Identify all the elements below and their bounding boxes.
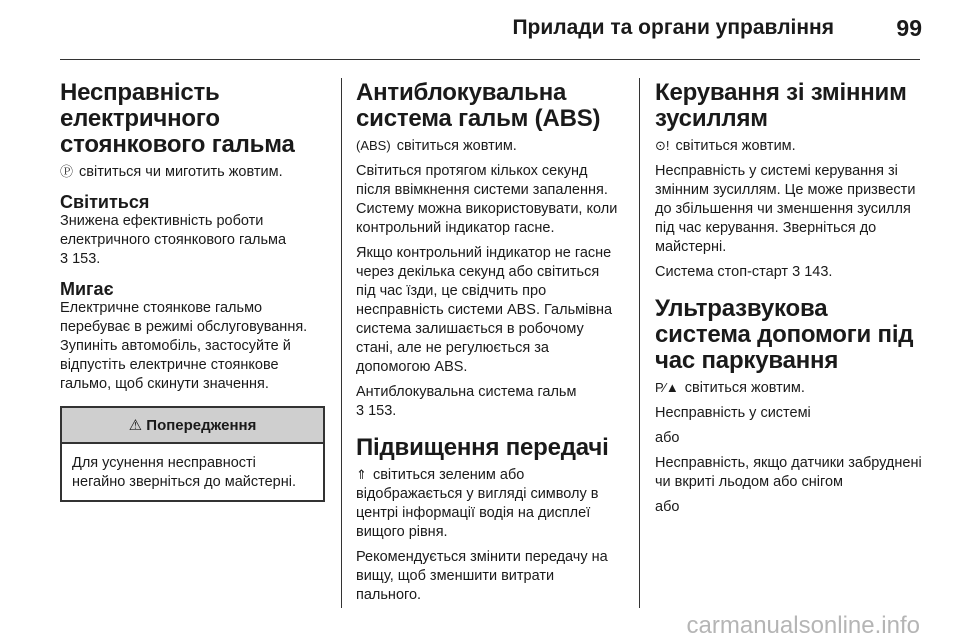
body-text: або — [655, 430, 680, 446]
subheading-flashing: Мигає — [60, 279, 114, 299]
status-text: світиться зеленим або відображається у вигляді символу в центрі інформації водія на дисплеї вищого рівня. — [356, 467, 599, 540]
body-text: Знижена ефективність роботи електричного стоянкового гальма — [60, 213, 287, 248]
status-text: світиться жовтим. — [396, 138, 517, 154]
section-heading: Керування зі змінним зусиллям — [655, 79, 907, 132]
body-text: Якщо контрольний індикатор не гасне через декілька секунд або світиться під час їзди, це свідчить про несправність системи ABS. Гальмівна система залишається в робочому стані, але не регулюється за допомогою ABS. — [356, 245, 613, 375]
body-text: Система стоп-старт — [655, 264, 789, 280]
body-text: Електричне стоянкове гальмо перебуває в режимі обслуговування. Зупиніть автомобіль, застосуйте й відпустіть електричне стоянкове гальмо, щоб скинути значення. — [60, 300, 308, 392]
footer-watermark: carmanualsonline.info — [686, 612, 920, 639]
body-text: Несправність, якщо датчики забруднені чи вкриті льодом або снігом — [655, 455, 922, 490]
column-2 — [356, 80, 621, 611]
column-divider — [639, 78, 640, 608]
body-text: Антиблокувальна система гальм — [356, 384, 577, 400]
subheading-lit: Світиться — [60, 192, 150, 212]
page-number: 99 — [896, 15, 922, 41]
section-heading: Антиблокувальна система гальм (ABS) — [356, 79, 601, 132]
section-heading: Несправність електричного стоянкового гальма — [60, 79, 295, 158]
section-heading: Підвищення передачі — [356, 434, 609, 461]
status-text: світиться жовтим. — [675, 138, 796, 154]
column-divider — [341, 78, 342, 608]
body-text: Рекомендується змінити передачу на вищу, щоб зменшити витрати пального. — [356, 549, 608, 603]
body-text: Несправність у системі керування зі змінним зусиллям. Це може призвести до збільшення чи зменшення зусилля під час керування. Зверніться до майстерні. — [655, 163, 916, 255]
body-text: або — [655, 499, 680, 515]
body-text: Несправність у системі — [655, 405, 811, 421]
warning-triangle-icon: ⚠ — [128, 417, 143, 434]
warning-box — [60, 406, 325, 502]
abs-indicator-icon: (ABS) — [356, 138, 391, 153]
page-reference: 3 153. — [60, 251, 101, 267]
column-3 — [655, 80, 925, 523]
body-text: Світиться протягом кількох секунд після ввімкнення системи запалення. Систему можна використовувати, коли контрольний індикатор гасне. — [356, 163, 618, 236]
upshift-indicator-icon: ⇑ — [356, 467, 367, 482]
page-header — [0, 0, 960, 62]
parking-assist-indicator-icon: P∕▲ — [655, 380, 679, 395]
page-reference: 3 143. — [792, 264, 833, 280]
column-1 — [60, 80, 325, 502]
header-divider — [60, 59, 920, 60]
warning-header — [62, 408, 323, 444]
parking-brake-indicator-icon: Ⓟ — [60, 164, 74, 179]
page-reference: 3 153. — [356, 403, 397, 419]
warning-title: Попередження — [146, 417, 257, 434]
warning-text: Для усунення несправності негайно зверніться до майстерні. — [72, 455, 296, 490]
steering-indicator-icon: ⊙! — [655, 138, 670, 153]
section-heading: Ультразвукова система допомоги під час паркування — [655, 295, 914, 374]
header-title: Прилади та органи управління — [512, 16, 834, 39]
status-text: світиться чи миготить жовтим. — [79, 164, 283, 180]
status-text: світиться жовтим. — [684, 380, 805, 396]
